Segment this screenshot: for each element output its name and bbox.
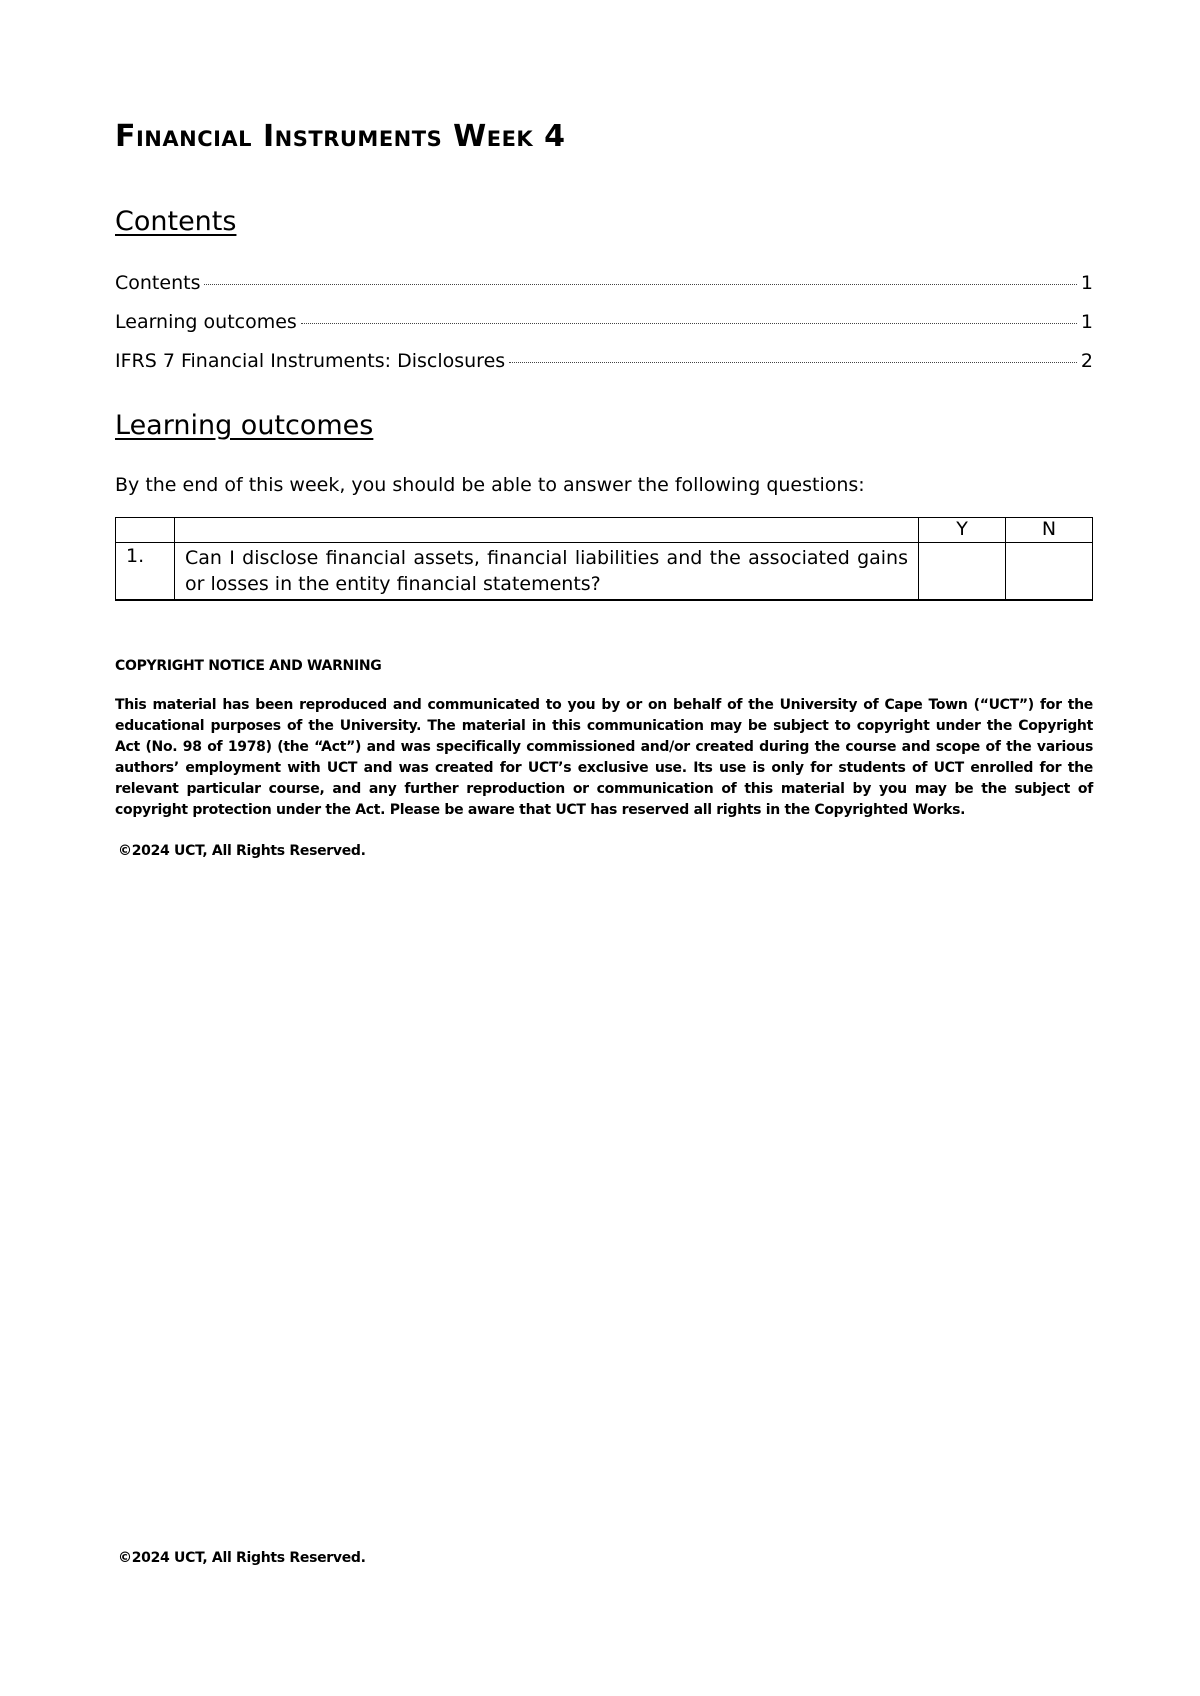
toc-entry-learning-outcomes[interactable]: [115, 311, 1093, 350]
table-header-row: [116, 518, 1093, 543]
toc-entry-label: Contents: [115, 272, 201, 294]
footer-rights-line: ©2024 UCT, All Rights Reserved.: [118, 1550, 366, 1566]
header-yes: Y: [919, 518, 1006, 543]
contents-heading: Contents: [115, 206, 237, 237]
toc-entry-ifrs7[interactable]: [115, 350, 1093, 389]
header-number: [116, 518, 175, 543]
toc-entry-label: IFRS 7 Financial Instruments: Disclosures: [115, 350, 506, 372]
toc-leader-dots: [509, 362, 1077, 363]
header-no: N: [1006, 518, 1093, 543]
copyright-rights-line: ©2024 UCT, All Rights Reserved.: [118, 843, 366, 859]
document-title: Financial Instruments Week 4: [115, 119, 566, 154]
copyright-body: This material has been reproduced and communicated to you by or on behalf of the University of Cape Town (“UCT”) for the educational purposes of the University. The material in this communication may be subject to copyright under the Copyright Act (No. 98 of 1978) (the “Act”) and was specifically commissioned and/or created during the course and scope of the various authors’ employment with UCT and was created for UCT’s exclusive use. Its use is only for students of UCT enrolled for the relevant particular course, and any further reproduction or communication of this material by you may be the subject of copyright protection under the Act. Please be aware that UCT has reserved all rights in the Copyrighted Works.: [115, 697, 1093, 818]
no-cell[interactable]: [1006, 543, 1093, 601]
toc-leader-dots: [301, 323, 1077, 324]
learning-outcomes-heading: Learning outcomes: [115, 410, 374, 441]
yes-cell[interactable]: [919, 543, 1006, 601]
header-question: [175, 518, 919, 543]
question-number: 1.: [116, 543, 175, 601]
toc-entry-label: Learning outcomes: [115, 311, 297, 333]
toc-entry-page: 1: [1080, 311, 1093, 333]
toc-entry-contents[interactable]: [115, 272, 1093, 311]
table-row: [116, 543, 1093, 601]
table-of-contents: [115, 272, 1093, 389]
copyright-heading: COPYRIGHT NOTICE AND WARNING: [115, 658, 382, 674]
question-text: Can I disclose financial assets, financial liabilities and the associated gains or losses in the entity financial statements?: [175, 543, 919, 601]
toc-entry-page: 2: [1080, 350, 1093, 372]
toc-leader-dots: [204, 284, 1076, 285]
toc-entry-page: 1: [1080, 272, 1093, 294]
learning-outcomes-intro: By the end of this week, you should be able to answer the following questions:: [115, 474, 865, 496]
learning-outcomes-table: [115, 517, 1093, 601]
